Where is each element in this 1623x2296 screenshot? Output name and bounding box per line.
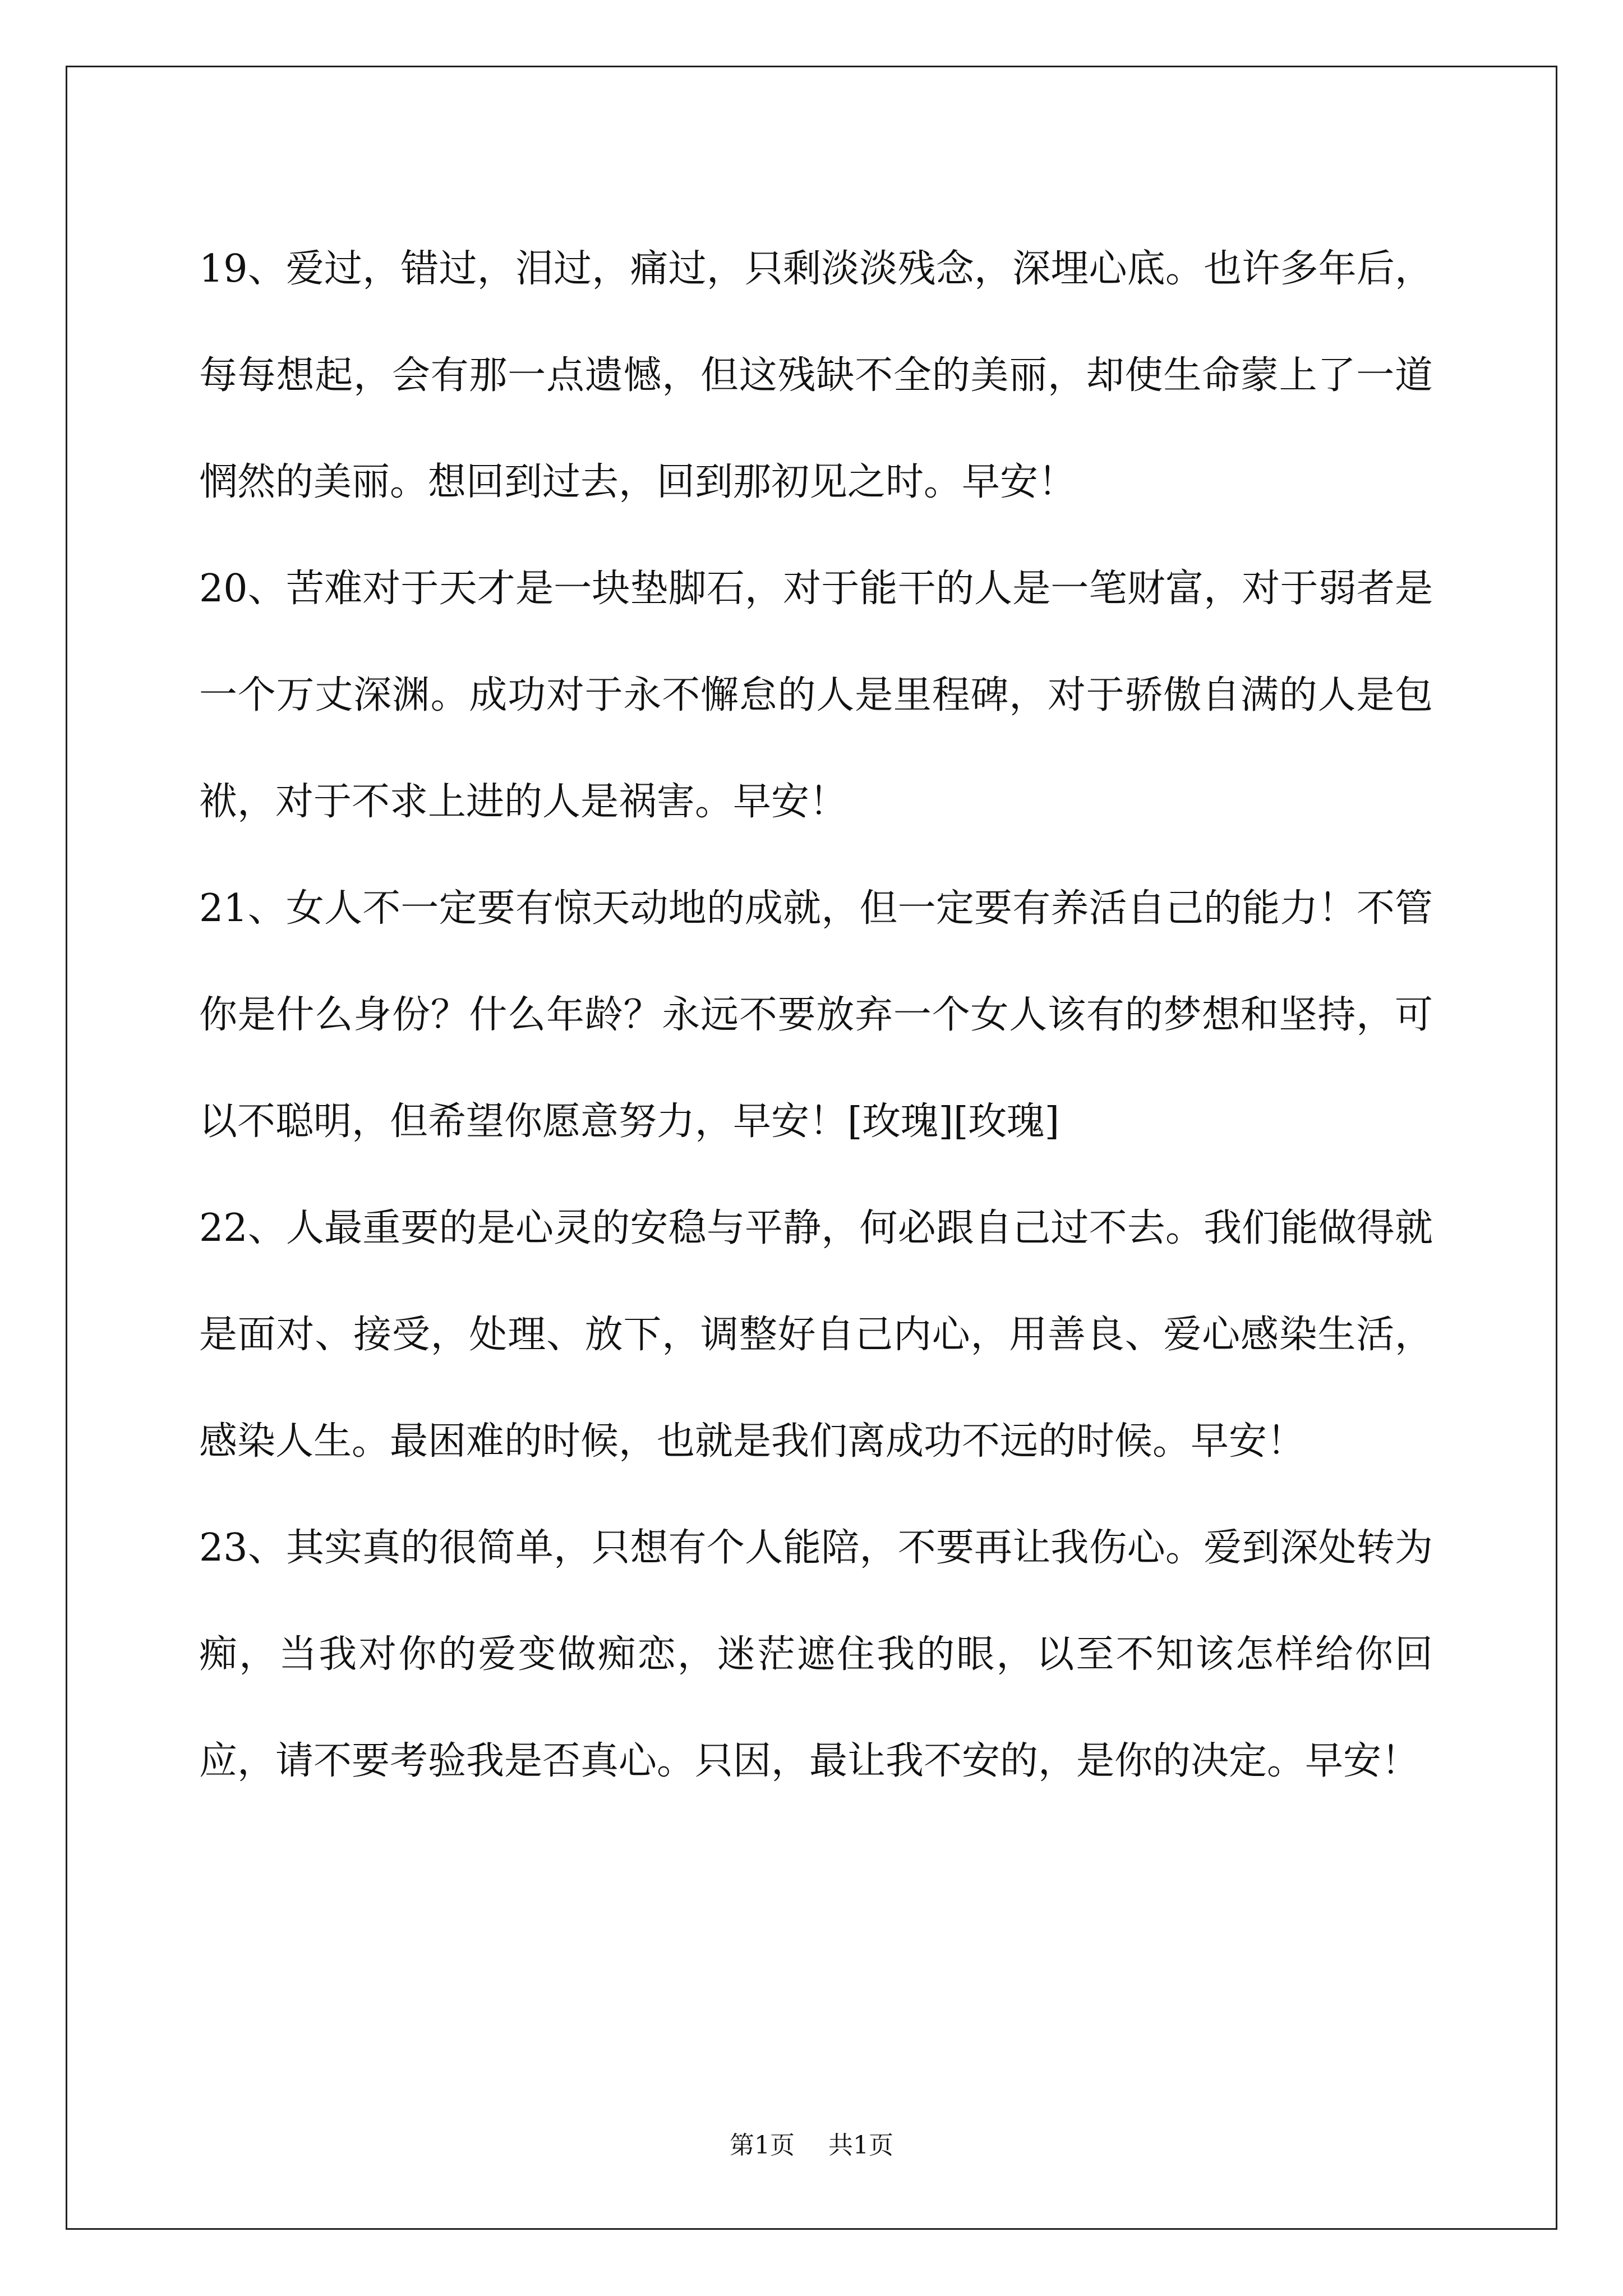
page-footer — [0, 2129, 1623, 2162]
paragraph-20: 20、苦难对于天才是一块垫脚石，对于能干的人是一笔财富，对于弱者是一个万丈深渊。成功对于永不懈怠的人是里程碑，对于骄傲自满的人是包袱，对于不求上进的人是祸害。早安！ — [199, 567, 1433, 824]
paragraph-21: 21、女人不一定要有惊天动地的成就，但一定要有养活自己的能力！不管你是什么身份？什么年龄？永远不要放弃一个女人该有的梦想和坚持，可以不聪明，但希望你愿意努力，早安！[玫瑰][玫瑰] — [199, 886, 1433, 1144]
paragraph-23: 23、其实真的很简单，只想有个人能陪，不要再让我伤心。爱到深处转为痴，当我对你的爱变做痴恋，迷茫遮住我的眼，以至不知该怎样给你回应，请不要考验我是否真心。只因，最让我不安的，是你的决定。早安！ — [199, 1526, 1433, 1783]
page-number: 第1页 — [730, 2131, 795, 2160]
paragraph-22: 22、人最重要的是心灵的安稳与平静，何必跟自己过不去。我们能做得就是面对、接受，处理、放下，调整好自己内心，用善良、爱心感染生活，感染人生。最困难的时候，也就是我们离成功不远的时候。早安！ — [199, 1206, 1433, 1464]
document-body — [199, 216, 1433, 1815]
paragraph-19: 19、爱过，错过，泪过，痛过，只剩淡淡残念，深埋心底。也许多年后，每每想起，会有那一点遗憾，但这残缺不全的美丽，却使生命蒙上了一道惘然的美丽。想回到过去，回到那初见之时。早安！ — [199, 247, 1433, 504]
page-total: 共1页 — [828, 2131, 893, 2160]
